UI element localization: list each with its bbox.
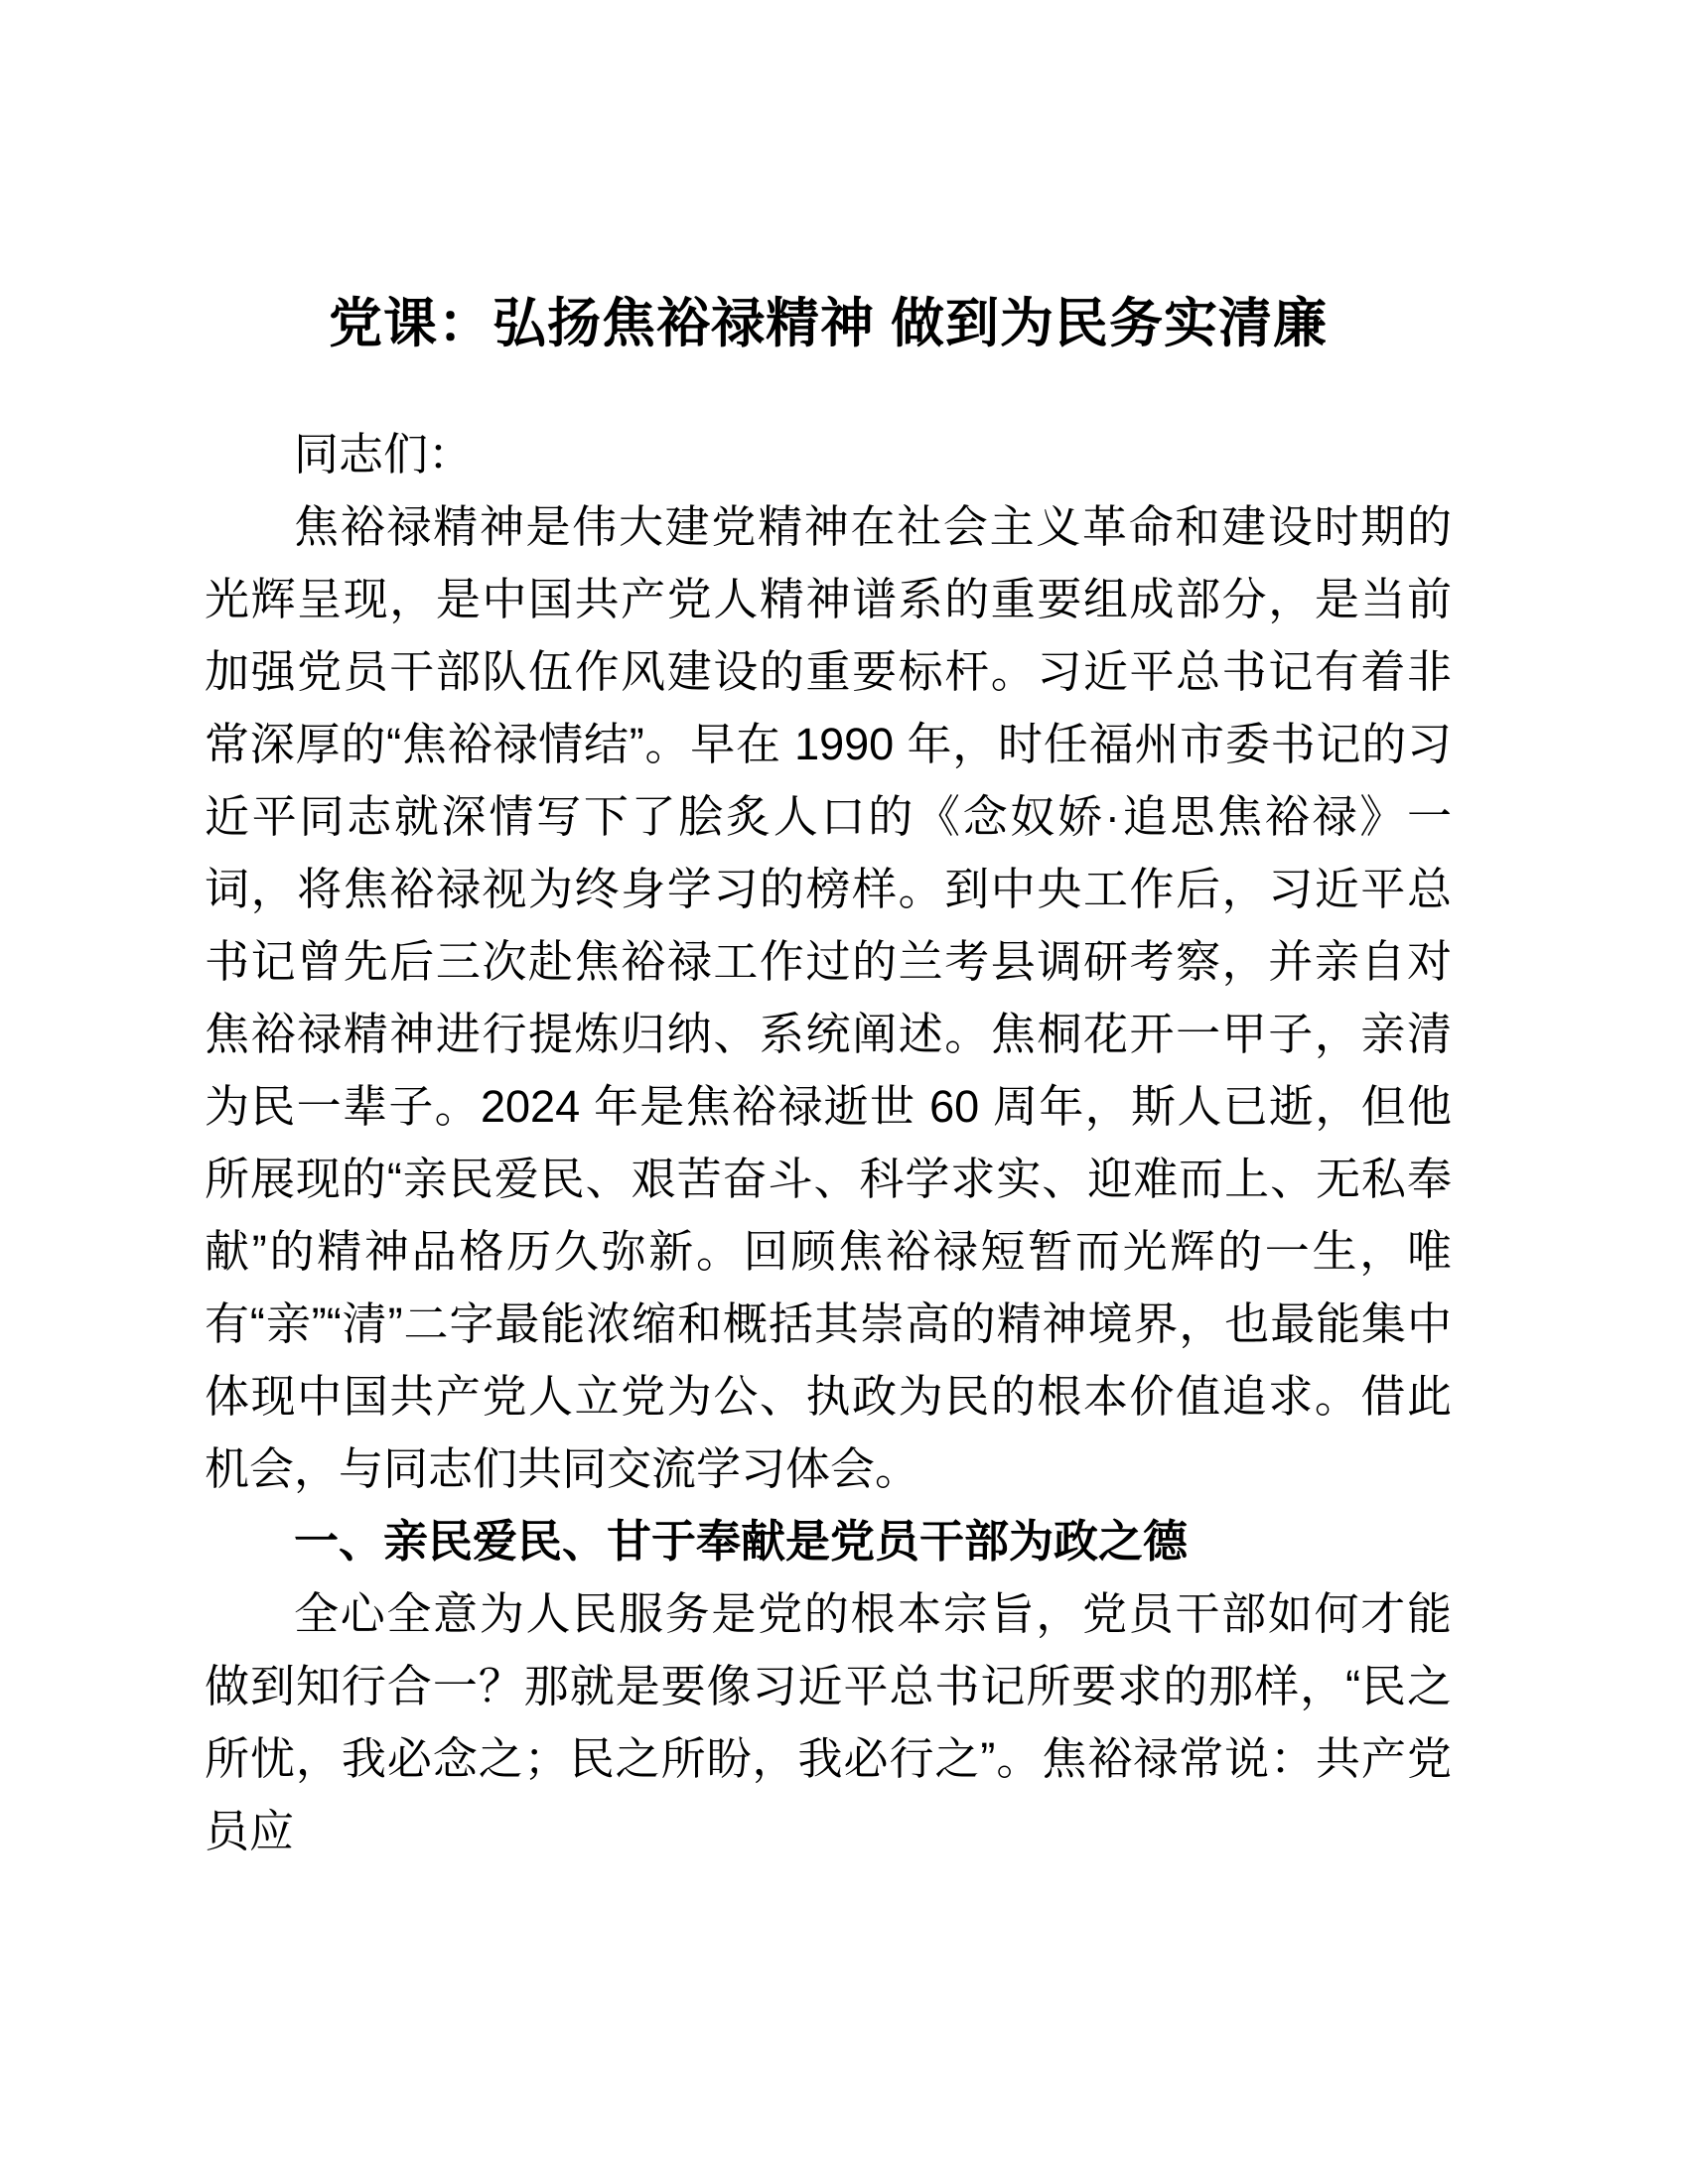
paragraph: 焦裕禄精神是伟大建党精神在社会主义革命和建设时期的光辉呈现，是中国共产党人精神谱系的重要组成部分，是当前加强党员干部队伍作风建设的重要标杆。习近平总书记有着非常深厚的“焦裕禄情结”。早在 1990 年，时任福州市委书记的习近平同志就深情写下了脍炙人口的《念奴娇·追思焦裕禄》一词，将焦裕禄视为终身学习的榜样。到中央工作后，习近平总书记曾先后三次赴焦裕禄工作过的兰考县调研考察，并亲自对焦裕禄精神进行提炼归纳、系统阐述。焦桐花开一甲子，亲清为民一辈子。2024 年是焦裕禄逝世 60 周年，斯人已逝，但他所展现的“亲民爱民、艰苦奋斗、科学求实、迎难而上、无私奉献”的精神品格历久弥新。回顾焦裕禄短暂而光辉的一生，唯有“亲”“清”二字最能浓缩和概括其崇高的精神境界，也最能集中体现中国共产党人立党为公、执政为民的根本价值追求。借此机会，与同志们共同交流学习体会。: [205, 500, 1452, 1494]
document-body: [205, 418, 1452, 1867]
section-heading: 一、亲民爱民、甘于奉献是党员干部为政之德: [294, 1515, 1189, 1567]
paragraph: 全心全意为人民服务是党的根本宗旨，党员干部如何才能做到知行合一？那就是要像习近平总书记所要求的那样，“民之所忧，我必念之；民之所盼，我必行之”。焦裕禄常说：共产党员应: [205, 1587, 1452, 1856]
document-title: 党课：弘扬焦裕禄精神 做到为民务实清廉: [328, 294, 1328, 353]
paragraph: 同志们：: [294, 428, 474, 479]
